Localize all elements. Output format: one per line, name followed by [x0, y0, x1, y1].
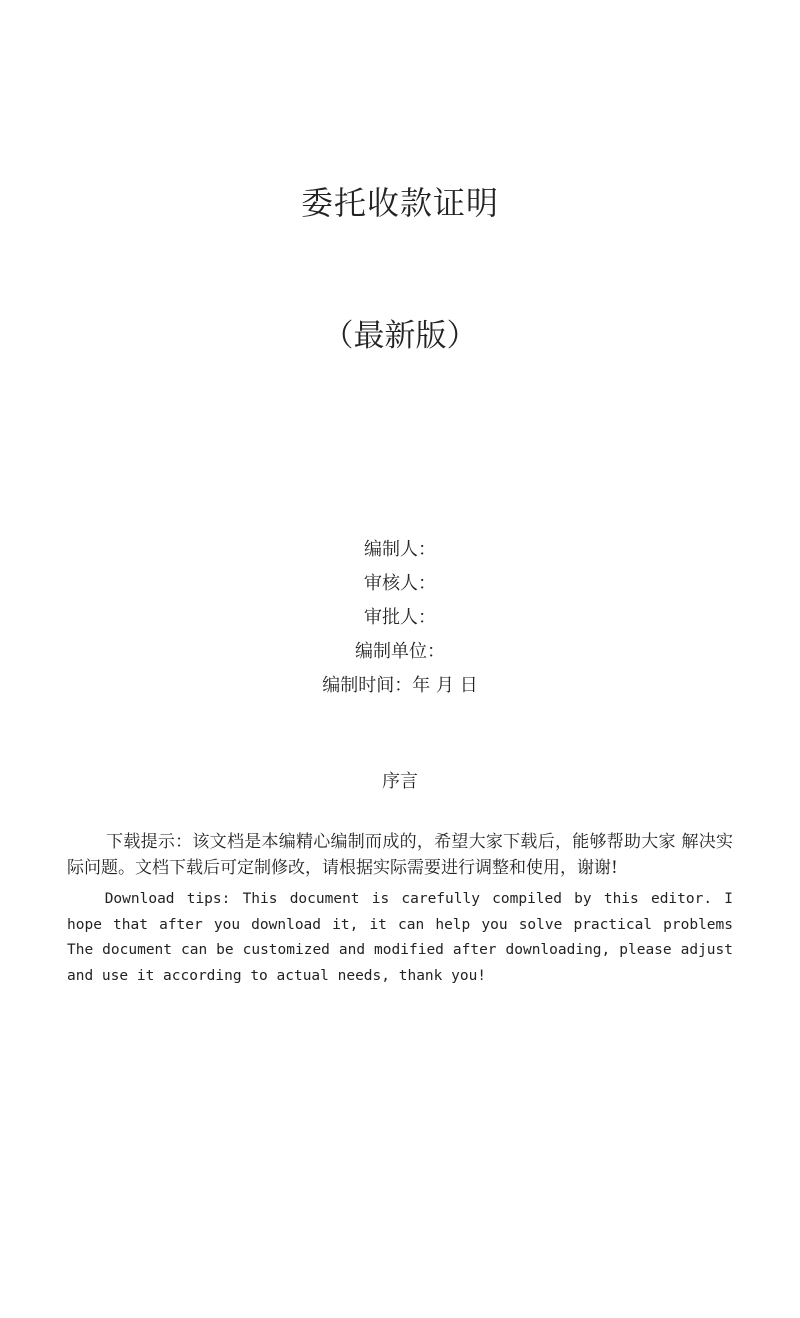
document-subtitle: （最新版）	[322, 318, 478, 354]
time-label: 编制时间：年 月 日	[322, 675, 478, 696]
compiler-label: 编制人：	[364, 539, 436, 560]
metadata-block	[0, 533, 800, 703]
unit-label: 编制单位：	[355, 641, 445, 662]
preface-heading: 序言	[382, 771, 418, 792]
preface-chinese-paragraph: 下载提示：该文档是本编精心编制而成的，希望大家下载后，能够帮助大家 解决实际问题。文档下载后可定制修改，请根据实际需要进行调整和使用，谢谢!	[67, 832, 733, 878]
approver-label: 审批人：	[364, 607, 436, 628]
preface-body	[67, 829, 733, 989]
reviewer-label: 审核人：	[364, 573, 436, 594]
document-title: 委托收款证明	[300, 184, 499, 222]
preface-english-paragraph: Download tips: This document is carefully compiled by this editor. I hope that after you download it, it can help you solve practical problems The document can be customized and modified after downloading, please adjust and use it according to actual needs, thank you!	[67, 891, 733, 984]
